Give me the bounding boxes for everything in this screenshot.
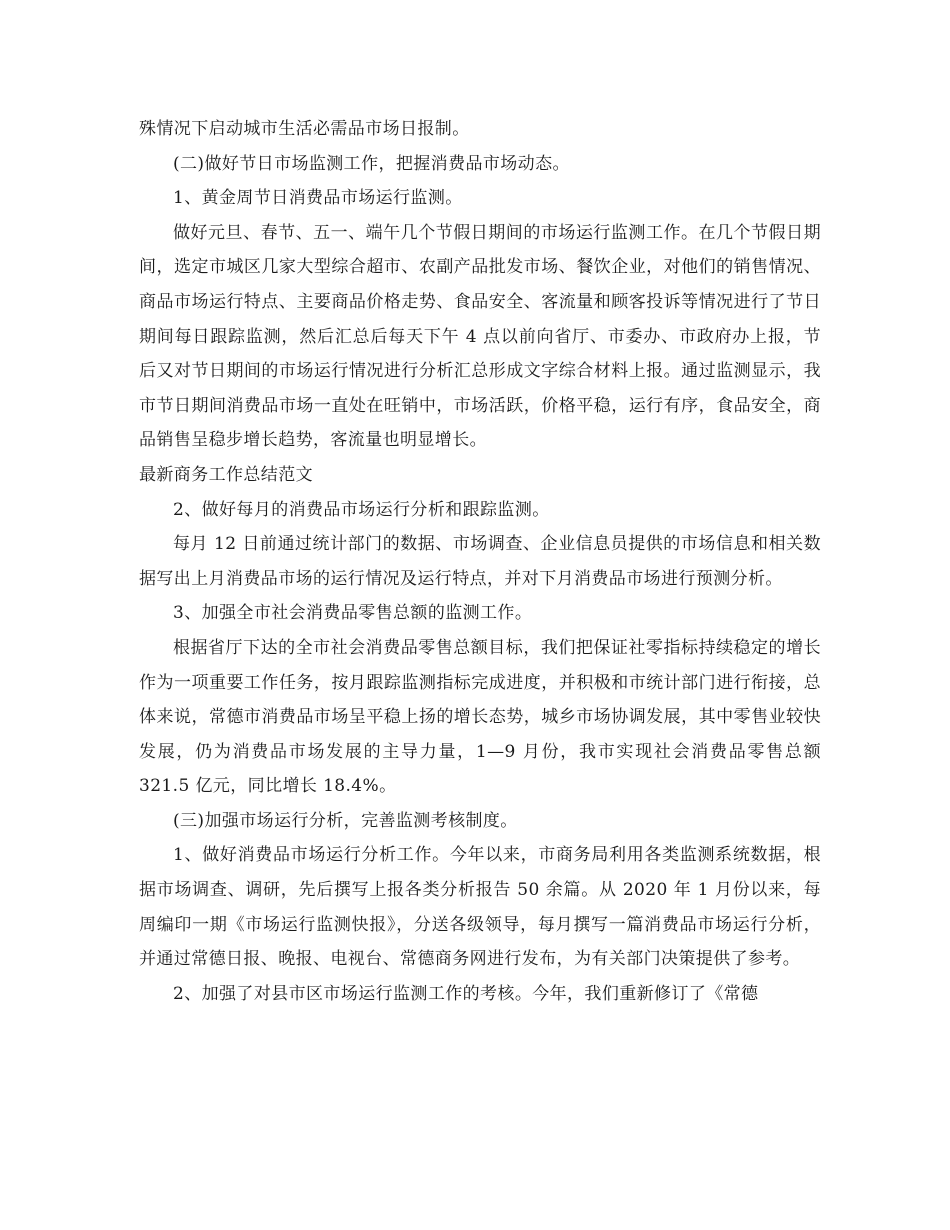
document-page [139,112,821,1011]
paragraph-analysis-work: 1、做好消费品市场运行分析工作。今年以来，市商务局利用各类监测系统数据，根据市场调查、调研，先后撰写上报各类分析报告 50 余篇。从 2020 年 1 月份以来，每周编印一期《市场运行监测快报》，分送各级领导，每月撰写一篇消费品市场运行分析，并通过常德日报、晚报、电视台、常德商务网进行发布，为有关部门决策提供了参考。 [139,845,821,970]
subheading-monthly: 2、做好每月的消费品市场运行分析和跟踪监测。 [173,499,550,520]
section-heading-2: (二)做好节日市场监测工作，把握消费品市场动态。 [173,153,570,174]
paragraph-county-assessment: 2、加强了对县市区市场运行监测工作的考核。今年，我们重新修订了《常德 [173,983,759,1004]
inline-title: 最新商务工作总结范文 [139,464,313,485]
subheading-retail-total: 3、加强全市社会消费品零售总额的监测工作。 [173,603,533,624]
paragraph-holiday-monitoring: 做好元旦、春节、五一、端午几个节假日期间的市场运行监测工作。在几个节假日期间，选定市城区几家大型综合超市、农副产品批发市场、餐饮企业，对他们的销售情况、商品市场运行特点、主要商品价格走势、食品安全、客流量和顾客投诉等情况进行了节日期间每日跟踪监测，然后汇总后每天下午 4 点以前向省厅、市委办、市政府办上报，节后又对节日期间的市场运行情况进行分析汇总形成文字综合材料上报。通过监测显示，我市节日期间消费品市场一直处在旺销中，市场活跃，价格平稳，运行有序，食品安全，商品销售呈稳步增长趋势，客流量也明显增长。 [139,222,821,451]
subheading-golden-week: 1、黄金周节日消费品市场运行监测。 [173,188,463,209]
section-heading-3: (三)加强市场运行分析，完善监测考核制度。 [173,810,518,831]
paragraph-retail-total: 根据省厅下达的全市社会消费品零售总额目标，我们把保证社零指标持续稳定的增长作为一项重要工作任务，按月跟踪监测指标完成进度，并积极和市统计部门进行衔接，总体来说，常德市消费品市场呈平稳上扬的增长态势，城乡市场协调发展，其中零售业较快发展，仍为消费品市场发展的主导力量，1—9 月份，我市实现社会消费品零售总额 321.5 亿元，同比增长 18.4%。 [139,637,821,797]
paragraph-1: 殊情况下启动城市生活必需品市场日报制。 [139,119,470,139]
paragraph-monthly-analysis: 每月 12 日前通过统计部门的数据、市场调查、企业信息员提供的市场信息和相关数据写出上月消费品市场的运行情况及运行特点，并对下月消费品市场进行预测分析。 [139,534,821,589]
